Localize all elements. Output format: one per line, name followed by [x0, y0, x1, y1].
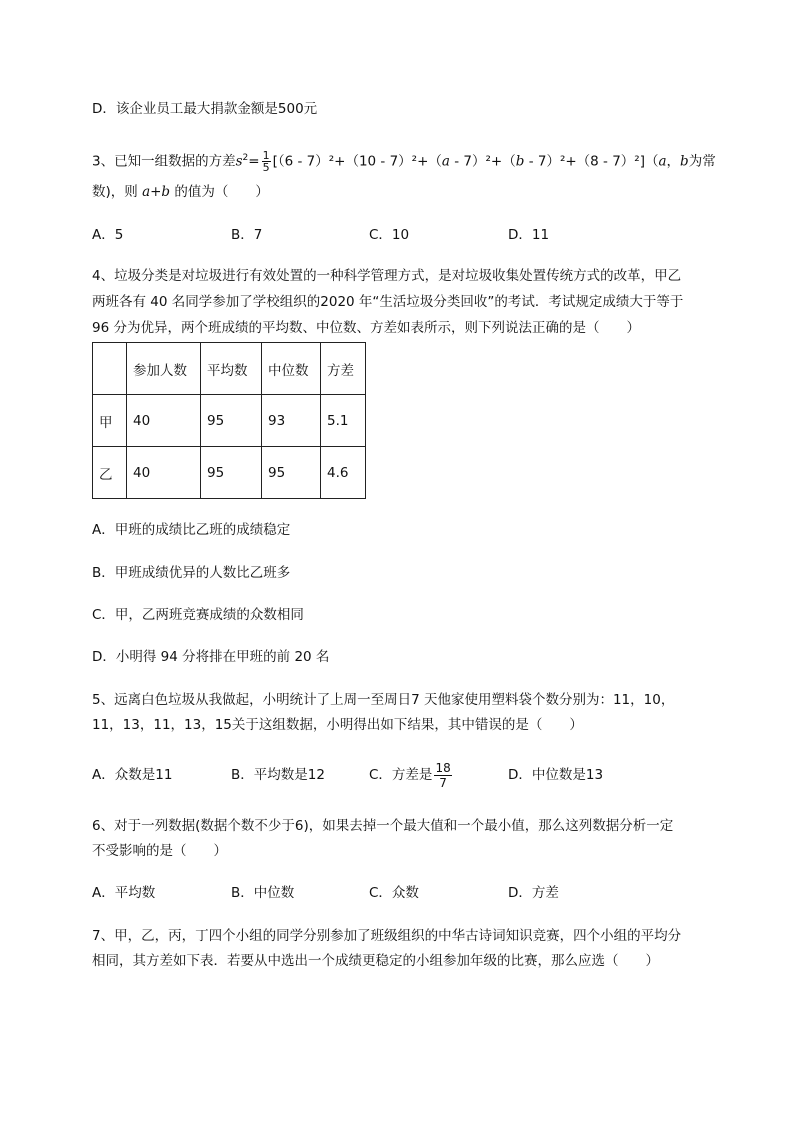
q3-superscript: 2 [242, 153, 249, 163]
table-header-cell: 方差 [321, 343, 366, 395]
table-cell: 93 [262, 395, 321, 447]
q3-var-a: a [441, 153, 450, 170]
q2-option-d: D．该企业员工最大捐款金额是500元 [92, 101, 318, 117]
q4-stem-line1: 4、垃圾分类是对垃圾进行有效处置的一种科学管理方式，是对垃圾收集处置传统方式的改革，甲乙 [92, 268, 682, 284]
q4-option-a: A．甲班的成绩比乙班的成绩稳定 [92, 522, 291, 538]
q3-option-d: D．11 [508, 227, 550, 243]
table-header-cell: 平均数 [201, 343, 262, 395]
q3-expr-c: - 7）²+（8 - 7）²]（ [524, 153, 659, 170]
q3-variance-symbol: s [235, 153, 243, 170]
q6-option-a: A．平均数 [92, 885, 156, 901]
q3-sum-var: a+b [142, 184, 171, 200]
q3-option-b: B．7 [231, 227, 263, 243]
q3-comma: ， [666, 153, 681, 170]
table-cell: 95 [262, 447, 321, 499]
q6-option-c: C．众数 [369, 885, 419, 901]
q5-option-c-numerator: 18 [435, 760, 451, 775]
table-row [93, 447, 366, 499]
q3-option-c: C．10 [369, 227, 410, 243]
q5-stem-line1: 5、远离白色垃圾从我做起，小明统计了上周一至周日7 天他家使用塑料袋个数分别为：11，10， [92, 692, 675, 708]
q3-fraction-denominator: 5 [262, 161, 270, 174]
q4-option-b: B．甲班成绩优异的人数比乙班多 [92, 565, 291, 581]
q4-option-c: C．甲，乙两班竞赛成绩的众数相同 [92, 607, 304, 623]
table-cell: 40 [127, 395, 201, 447]
q4-stats-table [92, 342, 366, 499]
q3-var-b: b [515, 153, 525, 170]
q7-stem-line1: 7、甲，乙，丙，丁四个小组的同学分别参加了班级组织的中华古诗词知识竞赛，四个小组的平均分 [92, 928, 682, 944]
q4-stem-line3: 96 分为优异，两个班成绩的平均数、中位数、方差如表所示，则下列说法正确的是（ ） [92, 320, 640, 336]
q4-stem-line2: 两班各有 40 名同学参加了学校组织的2020 年“生活垃圾分类回收”的考试．考试规定成绩大于等于 [92, 294, 684, 310]
q6-option-d: D．方差 [508, 885, 559, 901]
q6-stem-line2: 不受影响的是（ ） [92, 843, 227, 859]
table-header-row [93, 343, 366, 395]
q3-prefix: 3、已知一组数据的方差 [92, 153, 236, 170]
q3-fraction-numerator: 1 [262, 149, 270, 162]
q3-tail: 为常 [688, 153, 716, 170]
q5-option-b: B．平均数是12 [231, 767, 325, 783]
table-cell: 4.6 [321, 447, 366, 499]
q6-stem-line1: 6、对于一列数据(数据个数不少于6)，如果去掉一个最大值和一个最小值，那么这列数据分析一定 [92, 818, 674, 834]
q3-option-a: A．5 [92, 227, 124, 243]
q3-fraction [262, 150, 271, 173]
q4-option-d: D．小明得 94 分将排在甲班的前 20 名 [92, 649, 330, 665]
table-cell: 甲 [93, 395, 127, 447]
q7-stem-line2: 相同，其方差如下表．若要从中选出一个成绩更稳定的小组参加年级的比赛，那么应选（ ） [92, 953, 659, 969]
table-row [93, 395, 366, 447]
table-cell: 95 [201, 395, 262, 447]
q3-stem-line1 [92, 148, 716, 173]
q5-option-c [369, 757, 454, 793]
q5-option-c-fraction [434, 761, 451, 790]
table-header-cell [93, 343, 127, 395]
q3-expr-a: [（6 - 7）²+（10 - 7）²+（ [272, 153, 442, 170]
table-cell: 5.1 [321, 395, 366, 447]
table-header-cell: 中位数 [262, 343, 321, 395]
q3-var-a2: a [658, 153, 667, 170]
q3-var-b2: b [680, 153, 689, 170]
table-cell: 乙 [93, 447, 127, 499]
q5-option-c-denominator: 7 [439, 775, 447, 790]
q3-expr-b: - 7）²+（ [449, 153, 516, 170]
q5-option-a: A．众数是11 [92, 767, 173, 783]
q3-line2-prefix: 数)，则 [92, 184, 143, 200]
q3-line2-suffix: 的值为（ ） [170, 184, 269, 200]
q6-option-b: B．中位数 [231, 885, 295, 901]
table-cell: 95 [201, 447, 262, 499]
q5-option-c-prefix: C．方差是 [369, 767, 433, 783]
q3-stem-line2 [92, 182, 269, 202]
q3-equals: = [248, 153, 260, 170]
table-cell: 40 [127, 447, 201, 499]
table-header-cell: 参加人数 [127, 343, 201, 395]
q5-stem-line2: 11，13，11，13，15关于这组数据，小明得出如下结果，其中错误的是（ ） [92, 717, 583, 733]
q5-option-d: D．中位数是13 [508, 767, 604, 783]
